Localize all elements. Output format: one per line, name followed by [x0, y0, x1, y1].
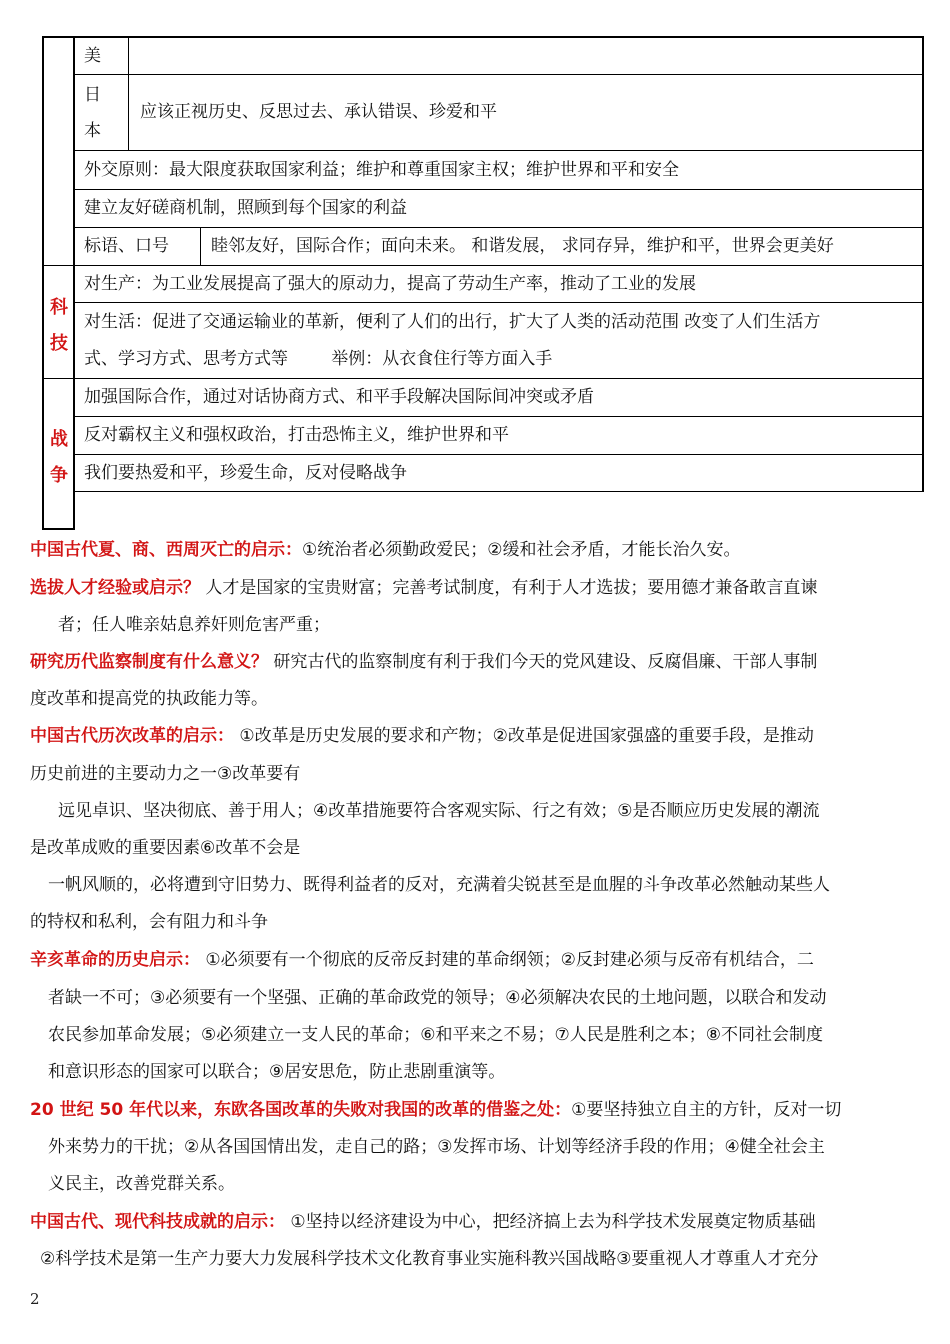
- keji-row-life-line2: 式、学习方式、思考方式等 举例：从衣食住行等方面入手: [84, 349, 553, 369]
- para-heading: 中国古代历次改革的启示：: [30, 726, 234, 746]
- para-xia-shang-zhou: [30, 540, 740, 560]
- para-xinhai-line4: 和意识形态的国家可以联合；⑨居安思危，防止悲剧重演等。: [48, 1062, 506, 1082]
- para-supervision: [30, 652, 817, 672]
- para-body: ①统治者必须勤政爱民；②缓和社会矛盾，才能长治久安。: [302, 540, 741, 560]
- para-body: ①改革是历史发展的要求和产物；②改革是促进国家强盛的重要手段，是推动: [234, 726, 814, 746]
- para-heading: 中国古代、现代科技成就的启示：: [30, 1212, 285, 1232]
- para-science-line2: ②科学技术是第一生产力要大力发展科学技术文化教育事业实施科教兴国战略③要重视人才尊重人才充分: [40, 1249, 819, 1269]
- row-riben-label-1: 日: [84, 85, 101, 105]
- row-riben-label-2: 本: [84, 121, 101, 141]
- para-body: ①必须要有一个彻底的反帝反封建的革命纲领；②反封建必须与反帝有机结合，二: [200, 950, 814, 970]
- para-body: ①要坚持独立自主的方针，反对一切: [571, 1100, 842, 1120]
- row-biaoyu-label: 标语、口号: [84, 236, 169, 256]
- row-biaoyu-text: 睦邻友好，国际合作；面向未来。 和谐发展， 求同存异，维护和平，世界会更美好: [211, 236, 834, 256]
- para-talent-line2: 者；任人唯亲姑息养奸则危害严重；: [58, 615, 330, 635]
- keji-row-production: 对生产：为工业发展提高了强大的原动力，提高了劳动生产率，推动了工业的发展: [84, 274, 696, 294]
- para-heading: 选拔人才经验或启示？: [30, 578, 200, 598]
- para-reforms-line6: 的特权和私利，会有阻力和斗争: [30, 912, 268, 932]
- page-number: 2: [30, 1290, 40, 1308]
- para-reforms-line4: 是改革成败的重要因素⑥改革不会是: [30, 838, 301, 858]
- keji-label-1: 科: [50, 297, 68, 318]
- para-talent: [30, 578, 817, 598]
- para-reforms-line3: 远见卓识、坚决彻底、善于用人；④改革措施要符合客观实际、行之有效；⑤是否顺应历史发展的潮流: [58, 801, 820, 821]
- para-xinhai: [30, 950, 814, 970]
- para-body: ①坚持以经济建设为中心，把经济搞上去为科学技术发展奠定物质基础: [285, 1212, 816, 1232]
- para-heading: 辛亥革命的历史启示：: [30, 950, 200, 970]
- row-jianli: 建立友好磋商机制，照顾到每个国家的利益: [84, 198, 407, 218]
- para-xinhai-line2: 者缺一不可；③必须要有一个坚强、正确的革命政党的领导；④必须解决农民的土地问题，以联合和发动: [48, 988, 827, 1008]
- para-east-europe: [30, 1100, 841, 1120]
- para-east-europe-line2: 外来势力的干扰；②从各国国情出发，走自己的路；③发挥市场、计划等经济手段的作用；④健全社会主: [48, 1137, 825, 1157]
- row-mei-label: 美: [84, 46, 101, 66]
- para-reforms: [30, 726, 814, 746]
- para-body: 人才是国家的宝贵财富；完善考试制度，有利于人才选拔；要用德才兼备敢言直谏: [200, 578, 818, 598]
- para-reforms-line5: 一帆风顺的，必将遭到守旧势力、既得利益者的反对，充满着尖锐甚至是血腥的斗争改革必然触动某些人: [48, 875, 830, 895]
- zz-row-anti-hegemony: 反对霸权主义和强权政治，打击恐怖主义，维护世界和平: [84, 425, 509, 445]
- zz-row-cooperation: 加强国际合作，通过对话协商方式、和平手段解决国际间冲突或矛盾: [84, 387, 594, 407]
- para-body: 研究古代的监察制度有利于我们今天的党风建设、反腐倡廉、干部人事制: [268, 652, 818, 672]
- para-heading: 中国古代夏、商、西周灭亡的启示：: [30, 540, 302, 560]
- para-heading: 研究历代监察制度有什么意义？: [30, 652, 268, 672]
- para-xinhai-line3: 农民参加革命发展；⑤必须建立一支人民的革命；⑥和平来之不易；⑦人民是胜利之本；⑧不同社会制度: [48, 1025, 823, 1045]
- para-supervision-line2: 度改革和提高党的执政能力等。: [30, 689, 268, 709]
- zhanzheng-label-2: 争: [50, 465, 68, 486]
- zz-row-love-peace: 我们要热爱和平，珍爱生命，反对侵略战争: [84, 463, 407, 483]
- para-science: [30, 1212, 816, 1232]
- para-heading: 20 世纪 50 年代以来，东欧各国改革的失败对我国的改革的借鉴之处：: [30, 1100, 572, 1120]
- row-riben-text: 应该正视历史、反思过去、承认错误、珍爱和平: [140, 102, 497, 122]
- row-waijiao: 外交原则：最大限度获取国家利益；维护和尊重国家主权；维护世界和平和安全: [84, 160, 679, 180]
- keji-row-life-line1: 对生活：促进了交通运输业的革新，便利了人们的出行，扩大了人类的活动范围 改变了人们生活方: [84, 312, 821, 332]
- keji-label-2: 技: [50, 333, 68, 354]
- para-east-europe-line3: 义民主，改善党群关系。: [48, 1174, 235, 1194]
- para-reforms-line2: 历史前进的主要动力之一③改革要有: [30, 764, 301, 784]
- zhanzheng-label-1: 战: [50, 429, 68, 450]
